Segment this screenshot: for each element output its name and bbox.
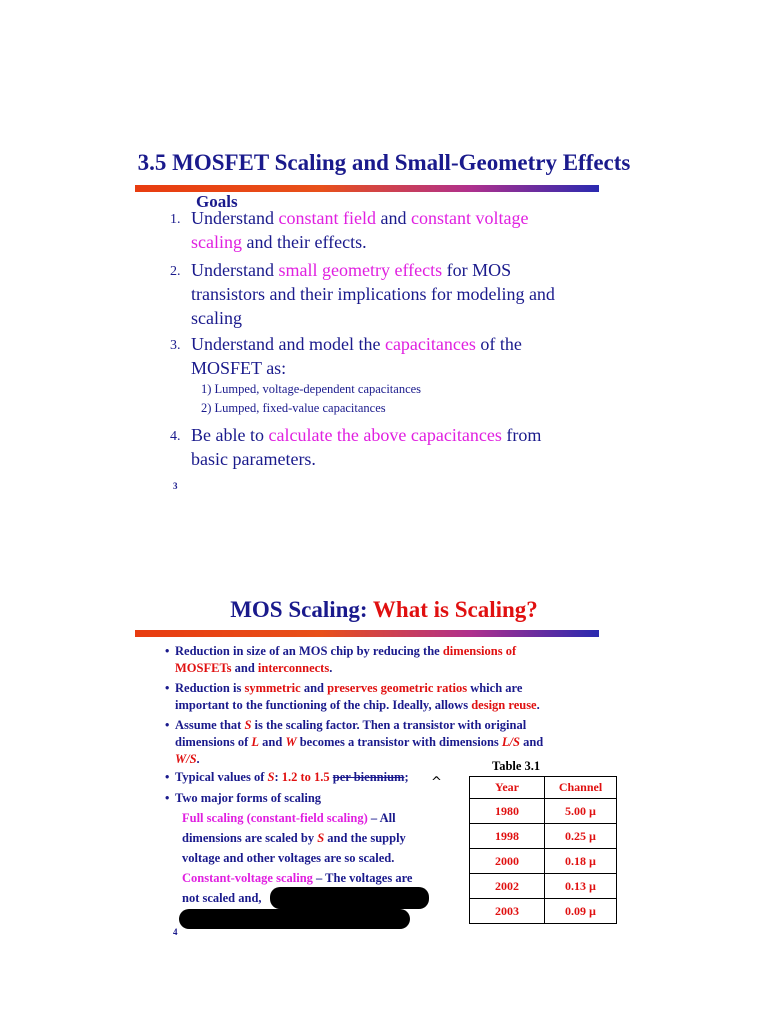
text-segment: Constant-voltage scaling xyxy=(182,871,313,885)
table-header-row xyxy=(470,777,617,799)
text-segment: of the xyxy=(475,334,522,354)
text-segment: not scaled and, xyxy=(182,891,262,905)
text-segment: constant field xyxy=(278,208,376,228)
page-number: 3 xyxy=(173,481,178,491)
bullet-symmetric: • Reduction is symmetric and preserves geometric ratios which are important to the functioning of the chip. Ideally, allows design reuse. xyxy=(165,680,605,714)
text-segment: for MOS xyxy=(442,260,512,280)
bullet-text xyxy=(175,769,465,786)
text-segment: from xyxy=(501,425,542,445)
text-segment: – All xyxy=(367,811,396,825)
table-row xyxy=(470,899,617,924)
table-cell-year: 2000 xyxy=(470,849,545,874)
goal-number: 3. xyxy=(170,338,181,353)
text-segment: W xyxy=(285,735,297,749)
text-segment: dimensions are scaled by xyxy=(182,831,318,845)
text-segment: W/S xyxy=(175,752,197,766)
text-segment: scaling xyxy=(191,308,242,328)
text-segment: important to the functioning of the chip. Ideally, allows xyxy=(175,698,472,712)
text-segment: . xyxy=(329,661,333,675)
text-segment: dimensions of xyxy=(175,735,252,749)
bullet-reduction-size: • Reduction in size of an MOS chip by reducing the dimensions of MOSFETs and interconnects. xyxy=(165,643,585,677)
text-segment: Be able to xyxy=(191,425,269,445)
text-segment: MOSFET as: xyxy=(191,358,287,378)
table-row xyxy=(470,874,617,899)
text-segment: – The voltages are xyxy=(312,871,413,885)
goal-number: 1. xyxy=(170,212,181,227)
text-segment: is the scaling factor. Then a transistor with original xyxy=(251,718,527,732)
table-cell-year: 1980 xyxy=(470,799,545,824)
text-segment: MOSFETs xyxy=(175,661,232,675)
bullet-text xyxy=(175,643,585,677)
goals-heading: Goals xyxy=(196,192,238,211)
redaction-block xyxy=(179,909,410,929)
text-segment: and xyxy=(300,681,328,695)
table-cell-year: 2003 xyxy=(470,899,545,924)
table-cell-channel: 0.25 µ xyxy=(545,824,617,849)
bullet-text xyxy=(175,680,605,714)
table-cell-channel: 5.00 µ xyxy=(545,799,617,824)
table-cell-year: 2002 xyxy=(470,874,545,899)
text-segment: small geometry effects xyxy=(278,260,443,280)
text-segment: symmetric xyxy=(244,681,301,695)
text-segment: ; xyxy=(404,770,409,784)
text-segment: Understand xyxy=(191,208,279,228)
table-row xyxy=(470,799,617,824)
title-part-highlight: What is Scaling? xyxy=(372,597,538,622)
text-segment: Typical values of xyxy=(175,770,268,784)
full-scaling-paragraph xyxy=(182,808,447,868)
title-underline-bar xyxy=(135,630,599,637)
text-segment: and xyxy=(231,661,258,675)
text-segment: which are xyxy=(467,681,523,695)
table-row xyxy=(470,824,617,849)
text-segment: preserves geometric ratios xyxy=(327,681,468,695)
text-segment: Full scaling (constant-field scaling) xyxy=(182,811,368,825)
text-segment: and xyxy=(519,735,544,749)
sub-item-lumped-voltage-dependent: 1) Lumped, voltage-dependent capacitances xyxy=(201,382,422,396)
text-segment: and the supply xyxy=(324,831,406,845)
text-segment: L xyxy=(251,735,260,749)
text-segment: capacitances xyxy=(384,334,476,354)
goal-number: 2. xyxy=(170,264,181,279)
bullet-two-forms: • Two major forms of scaling xyxy=(165,790,465,807)
text-segment: : xyxy=(274,770,282,784)
bullet-scaling-factor: • Assume that S is the scaling factor. Then a transistor with original dimensions of L and W becomes a transistor with dimensions L/S and W/S. xyxy=(165,717,605,768)
table-row xyxy=(470,849,617,874)
text-segment: S xyxy=(317,831,325,845)
text-segment: and xyxy=(375,208,411,228)
redaction-block xyxy=(270,887,429,909)
table-cell-channel: 0.09 µ xyxy=(545,899,617,924)
text-segment: Reduction in size of an MOS chip by reducing the xyxy=(175,644,443,658)
text-segment: S xyxy=(244,718,252,732)
text-segment: becomes a transistor with dimensions xyxy=(296,735,502,749)
scaling-table xyxy=(469,776,617,924)
text-segment: Understand and model the xyxy=(191,334,385,354)
text-segment: Understand xyxy=(191,260,279,280)
table-caption: Table 3.1 xyxy=(492,759,541,773)
text-segment: and xyxy=(259,735,286,749)
table-header-year: Year xyxy=(470,777,545,799)
text-segment: L/S xyxy=(501,735,520,749)
text-segment: . xyxy=(196,752,200,766)
text-segment: scaling xyxy=(191,232,242,252)
sub-item-lumped-fixed-value: 2) Lumped, fixed-value capacitances xyxy=(201,401,386,415)
text-segment: . xyxy=(536,698,540,712)
page-number: 4 xyxy=(173,927,178,937)
text-segment: Reduction is xyxy=(175,681,245,695)
text-segment: interconnects xyxy=(257,661,330,675)
title-part-main: MOS Scaling: xyxy=(230,597,373,622)
bullet-text xyxy=(175,717,605,768)
text-segment: S xyxy=(267,770,275,784)
table-cell-year: 1998 xyxy=(470,824,545,849)
table-cell-channel: 0.18 µ xyxy=(545,849,617,874)
slide-1-title: 3.5 MOSFET Scaling and Small-Geometry Effects xyxy=(137,150,631,175)
text-segment: basic parameters. xyxy=(191,449,316,469)
text-segment: Assume that xyxy=(175,718,245,732)
table-cell-channel: 0.13 µ xyxy=(545,874,617,899)
slide-2-title xyxy=(0,597,768,623)
text-segment: design reuse xyxy=(471,698,537,712)
text-segment: dimensions of xyxy=(442,644,517,658)
text-segment: 1.2 to 1.5 xyxy=(281,770,330,784)
text-segment: voltage and other voltages are so scaled. xyxy=(182,851,395,865)
text-segment: transistors and their implications for modeling and xyxy=(191,284,555,304)
insert-caret-mark: ^ xyxy=(431,775,442,790)
goal-number: 4. xyxy=(170,429,181,444)
text-segment: and their effects. xyxy=(242,232,367,252)
bullet-typical-values: • Typical values of S: 1.2 to 1.5 per biennium; xyxy=(165,769,465,786)
table-header-channel: Channel xyxy=(545,777,617,799)
text-segment: constant voltage xyxy=(410,208,529,228)
text-segment: calculate the above capacitances xyxy=(268,425,502,445)
text-segment: Two major forms of scaling xyxy=(175,791,322,805)
bullet-text xyxy=(175,790,465,807)
text-segment: per biennium xyxy=(332,770,405,784)
